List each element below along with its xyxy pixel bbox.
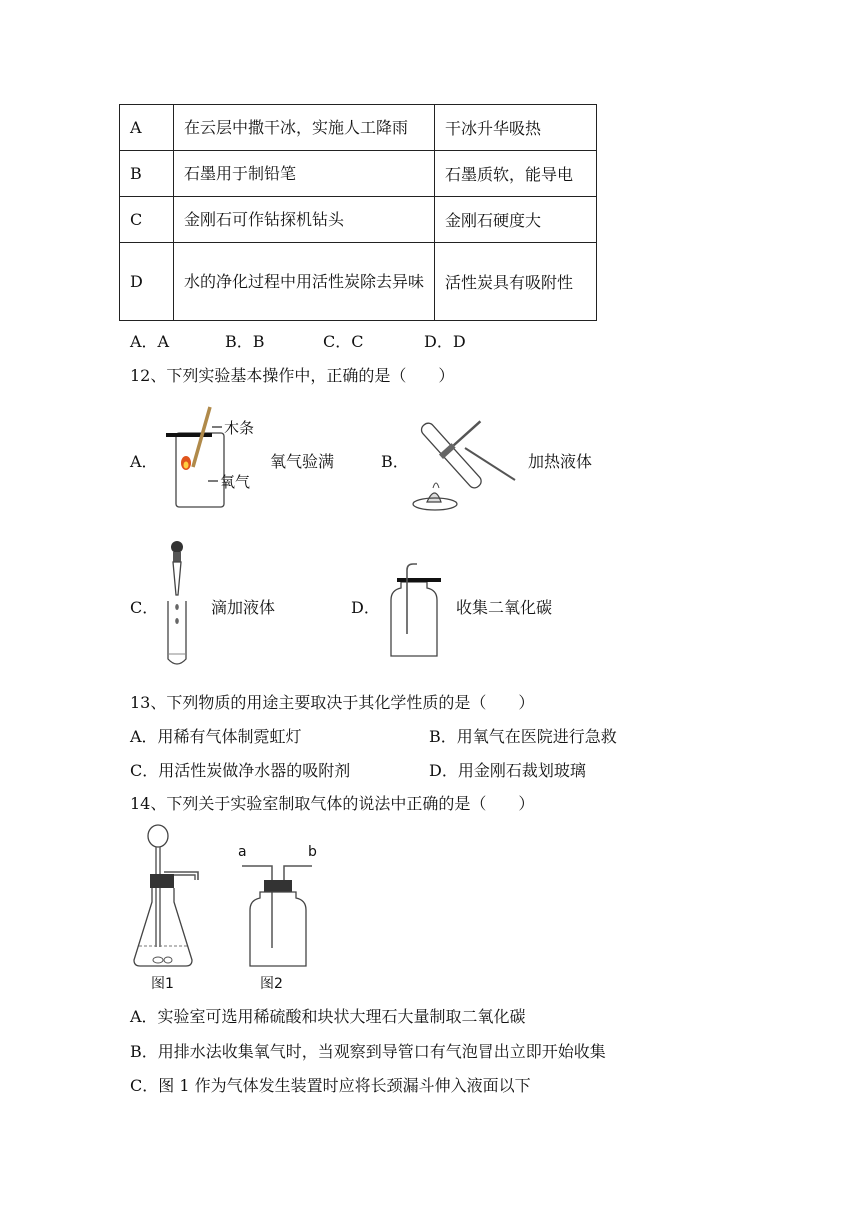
q12-option-a-text: 氧气验满 [270,452,335,471]
table-row [120,197,597,243]
co2-collection-figure [383,560,445,660]
q11-choice-c[interactable]: C．C [323,332,364,351]
row-use: 水的净化过程中用活性炭除去异味 [174,243,435,321]
q13-option-c[interactable]: C．用活性炭做净水器的吸附剂 [130,761,351,780]
row-reason: 活性炭具有吸附性 [435,243,597,321]
row-use: 石墨用于制铅笔 [174,151,435,197]
table-row [120,105,597,151]
oxygen-test-bottle-figure [160,405,265,510]
fig2-caption: 图2 [260,976,283,992]
stick-label: 木条 [224,419,255,437]
row-key: C [120,197,174,243]
q12-option-d-text: 收集二氧化碳 [456,598,553,617]
q12-option-b-text: 加热液体 [528,452,593,471]
fig2-label-a: a [238,844,247,860]
q13-option-a[interactable]: A．用稀有气体制霓虹灯 [130,727,302,746]
oxygen-label: 氧气 [220,473,251,491]
row-reason: 石墨质软，能导电 [435,151,597,197]
q13-option-b[interactable]: B．用氧气在医院进行急救 [429,727,617,746]
q11-choice-b[interactable]: B．B [225,332,265,351]
q12-option-c-text: 滴加液体 [211,598,276,617]
fig1-caption: 图1 [151,976,174,992]
row-use: 金刚石可作钻探机钻头 [174,197,435,243]
q14-option-a[interactable]: A．实验室可选用稀硫酸和块状大理石大量制取二氧化碳 [130,1007,526,1026]
q11-choice-a[interactable]: A．A [130,332,170,351]
table-row [120,151,597,197]
q11-options-table [119,104,597,321]
q12-option-c-label[interactable]: C． [130,598,159,617]
row-use: 在云层中撒干冰，实施人工降雨 [174,105,435,151]
row-key: D [120,243,174,321]
q13-stem: 13、下列物质的用途主要取决于其化学性质的是（ ） [130,693,535,712]
q14-option-b[interactable]: B．用排水法收集氧气时，当观察到导管口有气泡冒出立即开始收集 [130,1042,606,1061]
row-reason: 金刚石硬度大 [435,197,597,243]
q11-choice-d[interactable]: D．D [424,332,466,351]
q12-option-a-label[interactable]: A． [130,452,158,471]
fig1-gas-generator [128,822,208,994]
q12-option-d-label[interactable]: D． [351,598,380,617]
row-reason: 干冰升华吸热 [435,105,597,151]
q12-stem: 12、下列实验基本操作中，正确的是（ ） [130,366,455,385]
q13-option-d[interactable]: D．用金刚石裁划玻璃 [429,761,586,780]
row-key: B [120,151,174,197]
fig2-gas-bottle [232,840,324,994]
row-key: A [120,105,174,151]
q14-option-c[interactable]: C．图 1 作为气体发生装置时应将长颈漏斗伸入液面以下 [130,1076,531,1095]
dropping-liquid-figure [158,537,198,669]
fig2-label-b: b [308,844,317,860]
heating-liquid-figure [405,398,525,516]
q12-option-b-label[interactable]: B． [381,452,409,471]
q14-stem: 14、下列关于实验室制取气体的说法中正确的是（ ） [130,794,535,813]
table-row [120,243,597,321]
